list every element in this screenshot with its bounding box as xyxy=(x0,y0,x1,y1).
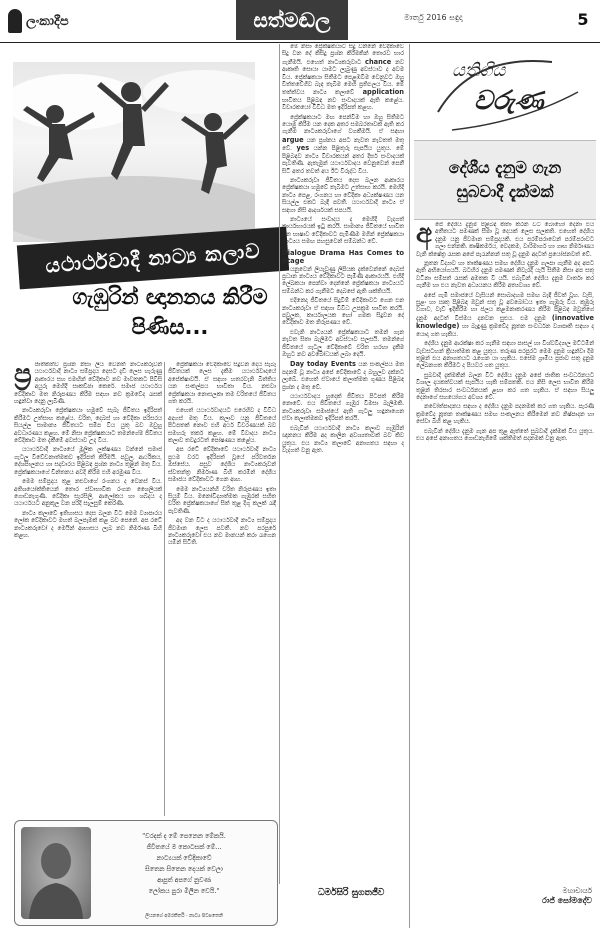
quote-attribution: ලියනගේ අමරකීර්ති - නාට්‍ය පිටපතෙනි xyxy=(145,914,223,919)
quote-line: "වරදක් ද මේ පෙනෙන මේකයි. xyxy=(142,832,226,840)
text-run: භාවිතය xyxy=(282,97,302,104)
text-run: ප්‍රේක්ෂකයාට මඟ පෙන්වීම හා ඔහු සිතීමට යොමු කිරීම යන දෙක අතර සමබරතාවක් ඇති කර ගැනීම නාට්‍යකරුවාගේ වගකීමයි. ඒ සඳහා xyxy=(282,114,404,136)
paragraph: යථාර්ථවාදී නාට්‍යයේ මූලික ලක්ෂණය වන්නේ සමාජ ගැටලු විවේචනාත්මකව ඉදිරිපත් කිරීමයි. පවුල, ආර්ථිකය, දේශපාලනය හා සදාචාරය පිළිබඳ ප්‍රශ්න නාට්‍ය තුළින් මතු විය. ප්‍රේක්ෂකයාගේ චින්තනය අවදි කිරීම එහි අරමුණ විය. xyxy=(14,447,162,476)
english-term: (innovative knowledge) xyxy=(416,313,594,331)
pull-quote-box xyxy=(14,820,278,926)
english-term: argue xyxy=(282,135,304,144)
paragraph: ජාතිකත්ව ප්‍රශ්න නිසා ලිය වෙනත් නාට්‍යකරුවන් යථාර්ථවාදී නාට්‍ය සම්ප්‍රදාය දෙසට දැඩි ලෙස හැරුණු ආකාරය සහ එමඟින් වේදිකාව නව මාවතකට පිවිසි අයුරු මෙහිදී සාකච්ඡා කෙරේ. සමාජ යථාර්ථය වේදිකාව මත නිරූපණය කිරීම සඳහා නව ක්‍රමවේද රැසක් හඳුන්වා දෙනු ලැබිණි. xyxy=(14,362,162,406)
paragraph: ප්‍රේක්ෂකයා වේදිකාවේ සිදුවන දෙය සැබෑ ජීවිතයක් ලෙස දැකීම යථාර්ථවාදයේ අපේක්ෂාවයි. ඒ සඳහා හතරවැනි බිත්තිය යන සංකල්පය භාවිතා විය. නළුවා ප්‍රේක්ෂකයා නොසලකා තම චරිතයේ ජීවිතය ගත කරයි. xyxy=(168,362,276,406)
portrait-photo xyxy=(21,827,91,919)
paragraph: එබැවින් යථාර්ථවාදී නාට්‍ය කලාව ගැඹුරින් ඥානනය කිරීම අද කාලීන අවශ්‍යතාවක් බව කිව යුතුය. එය නාට්‍ය කලාවේ අනාගතය සඳහා ද වැදගත් වනු ඇත. xyxy=(282,425,404,454)
paragraph: මෙම නාට්‍යයන්හි චරිත නිරූපණය ඉතා සියුම් විය. මනෝවිද්‍යාත්මක ගැඹුරක් සහිත චරිත ප්‍රේක්ෂකයාගේ සිත් තුළ දිගු කලක් රැඳී පැවතිණි. xyxy=(168,486,276,515)
paragraph: එදිනෙදා ජීවිතයේ සිදුවීම් වේදිකාවට ගෙන එන නාට්‍යකරුවා ඒ සඳහා විවිධ උපක්‍රම භාවිත කරයි. පවුලක, කාර්යාලයක හෝ ගමක සිදුවන දේ වේදිකාව මත නිරූපණය වේ. xyxy=(282,298,404,327)
publication-logo xyxy=(8,8,69,34)
column-divider xyxy=(279,44,280,884)
quote-text xyxy=(99,831,269,897)
logo-word-2: වරුණ xyxy=(474,86,544,116)
paragraph: නාට්‍ය කලාවේ ඉතිහාසය දෙස බලන විට මෙම ව්‍යාපාරය ලෝක වේදිකාවට මහත් බලපෑමක් කළ බව පෙනේ. අප රටේ නාට්‍යකරුවෝ ද මෙයින් ආභාසය ලැබ නව නිර්මාණ බිහි කළහ. xyxy=(14,510,162,539)
dateline: මාර්තු 2016 සඳුදා xyxy=(404,13,463,22)
paragraph: නාට්‍යකරුවා ජීවිතය දෙස බලන ආකාරය ප්‍රේක්ෂකයා හමුවේ තැබීමට උත්සාහ කරයි. මෙහිදී නාට්‍ය පෙළ, රංගනය හා වේදිකා අධ්‍යක්ෂණය යන සියල්ල එකට බැඳී පවතී. යථාර්ථවාදී නාට්‍ය ඒ සඳහා නිසි ආදර්ශයක් සපයයි. xyxy=(282,177,404,214)
column-logo xyxy=(432,52,582,134)
page-header xyxy=(0,0,600,43)
article-column-3 xyxy=(282,44,404,864)
paragraph: එහෙත් යථාර්ථවාදයට එරෙහිව ද විවිධ අදහස් මතු විය. කලාව යනු ජීවිතයේ පිටපතක් නොව එහි අර්ථ විවරණයක් බව සමහරු තර්ක කළහ. මේ විවාදය නාට්‍ය කලාව තවදුරටත් පෝෂණය කළේය. xyxy=(168,408,276,445)
paragraph: එබැවින් දේශීය දැනුම ගැන අප තුළ ඇත්තේ සුබවාදී දැක්මක් විය යුතුය. එය අපේ අනාගතය ගොඩනැගීමේ ශක්තිමත් පදනමක් වනු ඇත. xyxy=(416,428,594,442)
article-subtitle xyxy=(20,282,320,342)
paragraph: සුබවාදී දැක්මකින් බලන විට දේශීය දැනුම අපේ ජාතික සංවර්ධනයට විශාල දායකත්වයක් සැපයිය හැකි සම්පතකි. එය නිසි ලෙස භාවිත කිරීම තුළින් තිරසාර සංවර්ධනයක් ළඟා කර ගත හැකිය. ඒ සඳහා සියලු දෙනාගේ සහයෝගය අවශ්‍ය වේ. xyxy=(416,372,594,401)
page-number: 5 xyxy=(577,9,589,29)
text-run: පිළිබඳ නව සංවාදයක් ඇති කළේය. විචාරකයෝ විවිධ මත ඉදිරිපත් කළහ. xyxy=(282,97,404,112)
right-article-headline xyxy=(414,140,596,220)
publication-name: ලංකාදීප xyxy=(26,13,69,29)
author-name: රාජ් සෝමදේව xyxy=(541,896,592,905)
text-run: නව ආකෘති සොයා යාමට xyxy=(282,59,404,74)
headline-line-1: දේශීය දැනුම ගැන xyxy=(448,158,562,177)
portrait-silhouette-icon xyxy=(21,827,91,919)
jumping-figures-illustration xyxy=(13,62,255,242)
article-column-1 xyxy=(14,362,162,816)
feature-photo xyxy=(13,62,255,242)
author-role: මහාචාර්ය xyxy=(562,887,592,895)
paragraph: නූතන විද්‍යාව හා තාක්ෂණය සමඟ දේශීය දැනුම ගලපා ගැනීම අද අපට ඇති අභියෝගයයි. බටහිර දැනුම පමණක් නිවැරදි යැයි සිතීම නිසා අප සතු වටිනා සම්පත් රැසක් අමතක වී යයි. එබැවින් දේශීය දැනුම වාර්තා කර ගැනීම හා එය නැවත අධ්‍යයනය කිරීම අත්‍යවශ්‍ය වේ. xyxy=(416,261,594,290)
headline-line-2: සුබවාදී දැක්මක් xyxy=(456,182,554,201)
section-title: සත්මඬල xyxy=(236,0,348,40)
paragraph: යථාර්ථවාදය හුදෙක් ජීවිතය පිටපත් කිරීම නොවේ. එය ජීවිතයේ ගැඹුර විමසා බැලීමකි. නාට්‍යකරුවා සමාජයේ ඇති ගැටලු හඳුනාගෙන ඒවා කලාත්මකව ඉදිරිපත් කරයි. xyxy=(282,394,404,423)
english-term: chance xyxy=(365,57,392,66)
inline-english-heading: Dialogue Drama Has Comes to Stage xyxy=(282,248,404,265)
drop-cap: අ xyxy=(416,222,433,249)
quote-line: සිතෙන සිතෙන දෙයක් වෙලා xyxy=(145,865,223,873)
text-run: ලැබුණු අවස්ථාව ද අවම විය. ප්‍රේක්ෂකයා සිතීමට පෙළඹවීම වෙනුවට ඔහු චිත්තවේගීව බැඳ තැබීම මෙහි ප්‍රතිඵලය විය. මේ තත්ත්වය නාට්‍ය කලාවේ xyxy=(282,67,404,97)
right-author-byline xyxy=(508,886,592,906)
paragraph: නාට්‍යකරුවා ප්‍රේක්ෂකයා හමුවේ සැබෑ ජීවිතය ඉදිරිපත් කිරීමට උත්සාහ කළේය. චරිත, දෙබස් හා වේදිකා පරිසරය සියල්ල සාමාන්‍ය ජීවිතයට සමීප විය යුතු බව ඔවුහු අවධාරණය කළහ. මේ නිසා ප්‍රේක්ෂකයාට තමන්ගේම ජීවිතය වේදිකාව මත දැකීමේ අවස්ථාව උදා විය. xyxy=(14,408,162,445)
article-column-2 xyxy=(168,362,276,816)
text-run: යන්න පිළිතුරු සැපයිය යුතුය. මේ පිළිබඳව නාට්‍ය විචාරකයන් අතර දීර්ඝ සංවාදයක් පැවතිණි. ඇතැමුන් යථාර්ථවාදය වෙනුවෙන් පෙනී සිටි අතර තවත් අය ඊට විරුද්ධ විය. xyxy=(282,146,404,175)
english-term: application xyxy=(362,88,404,97)
paragraph: මෙම සම්ප්‍රදාය තුළ නළුවාගේ රංගනය ද වෙනස් විය. අතිශයෝක්තියෙන් තොර ස්වාභාවික රංගන ශෛලියක් ගොඩනැගුණි. වේදිකා සැරසිලි, ආලෝකය හා ශබ්දය ද යථාර්ථයට අනුකූල වන පරිදි සැලසුම් කෙරිණි. xyxy=(14,479,162,508)
subtitle-line-1: ගැඹුරින් ඥානනය කිරීම xyxy=(72,285,268,309)
text-run: හා බැඳුණු ක්‍රමවේද නූතන සංවර්ධන ව්‍යාපෘති සඳහා ද යොදා ගත හැකිය. xyxy=(416,324,594,338)
author-byline: ධර්මසිරි සුගතජීව xyxy=(318,888,385,898)
paragraph: නාට්‍යයේ සංවාදය ද මෙහිදී වැදගත් කාර්යභාරයක් ඉටු කරයි. සාමාන්‍ය ජීවිතයේ භාවිත වන භාෂාව වේදිකාවට පැමිණීම මගින් ප්‍රේක්ෂකයා නාට්‍යය සමඟ පහසුවෙන් සම්බන්ධ වේ. xyxy=(282,216,404,246)
paragraph: එවැනි නාට්‍යයන් ප්‍රේක්ෂකයාට තමන් ගැන නැවත සිතා බැලීමට අවස්ථාව සලසයි. තමන්ගේ ජීවිතයේ ගැටලු වේදිකාවේ චරිත හරහා දැකීම ඔහුට නව අවබෝධයක් ලබා දෙයි. xyxy=(282,329,404,359)
logo-word-1: යතිගිය xyxy=(452,60,506,81)
quote-line: ජීවිතයේ ම කොටසක් මේ... xyxy=(146,843,222,851)
paragraph: අප රටේ වේදිකාවේ යථාර්ථවාදී නාට්‍ය ප්‍රථම වරට ඉදිරිපත් වූයේ පරිවර්තන ඔස්සේය. පසුව දේශීය නාට්‍යකරුවන් ස්වතන්ත්‍ර නිර්මාණ බිහි කරමින් දේශීය සමාජය වේදිකාවට ගෙන ආහ. xyxy=(168,447,276,484)
article-title-banner: යථාර්ථවාදී නාට්‍ය කලාව xyxy=(17,227,289,290)
paragraph: නවෝත්පාදනය සඳහා ද දේශීය දැනුම පදනමක් කර ගත හැකිය. පැරණි ක්‍රමවේද නූතන තාක්ෂණය සමඟ සංකලනය කිරීමෙන් නව නිෂ්පාදන හා සේවා බිහි කළ හැකිය. xyxy=(416,404,594,426)
quote-line: ආපුත් අපගේ නුවණ xyxy=(157,876,211,884)
paragraph: දේශීය දැනුම ආරක්ෂා කර ගැනීම සඳහා පාසල් හා විශ්වවිද්‍යාල මට්ටමින් වැඩසටහන් ක්‍රියාත්මක කළ යුතුය. තරුණ පරපුරට මෙම දැනුම හඳුන්වා දීම තුළින් එය අනාගතයට රැගෙන යා හැකිය. එසේම ග්‍රාමීය ප්‍රජාව සතු දැනුම ලේඛනගත කිරීමට ද පියවර ගත යුතුය. xyxy=(416,341,594,370)
column-divider xyxy=(409,44,410,928)
text-run: අපේ ගැමි සමාජයේ වැසියන් සොබාදහම සමඟ බැඳී ජීවත් වූහ. වැසි, සුළං හා ඍතු පිළිබඳ ඔවුන් සතු වූ අවබෝධය ඉතා ගැඹුරු විය. කුඹුරු වගාව, වැව් ඉදිකිරීම හා ජලය කළමනාකරණය කිරීම පිළිබඳ ඔවුන්ගේ දැනුම අදටත් විස්මය දනවන සුළුය. එම දැනුම xyxy=(416,292,594,322)
quote-line: ලෝකය පුරා මිලින වෙයි." xyxy=(148,887,220,895)
english-term: Day today Events xyxy=(290,360,356,369)
quote-line: නාට්‍යයක් වේදිකාවේ xyxy=(156,854,212,862)
english-term: yes xyxy=(296,144,310,153)
paragraph: පේ දේශීය දැනුම පිළිබඳ කතා කරන විට බොහෝ දෙනා එය අතීතයට පමණක් සීමා වූ දෙයක් ලෙස සලකති. එහෙත් දේශීය දැනුම යනු ජීවමාන සම්ප්‍රදායකි. එය පරම්පරාවෙන් පරම්පරාවට ගලා එන්නකි. කෘෂිකර්මය, වෙදකම, වාරිමාර්ග හා ගෘහ නිර්මාණය වැනි ක්ෂේත්‍ර රැසක අපේ පැරැන්නන් සතු වූ දැනුම අදටත් ප්‍රයෝජනවත් වේ. xyxy=(416,222,594,258)
drop-cap: ප්‍ර xyxy=(14,362,32,389)
paragraph: අද වන විට ද යථාර්ථවාදී නාට්‍ය සම්ප්‍රදාය ජීවමාන ලෙස පවතී. නව පරපුරේ නාට්‍යකරුවෝ එය නව මානයන් කරා රැගෙන යමින් සිටිති. xyxy=(168,518,276,547)
text-run: මේ නිසා ප්‍රේක්ෂකයාට සිදු වන්නේ වේදිකාවේ සිදු වන දේ කිසිදු ප්‍රශ්න කිරීමකින් තොරව භාර ගැනීමයි. එහෙත් නාට්‍යකරුවාට xyxy=(282,44,404,66)
text-run: යන සංකල්පය මත පදනම් වූ නාට්‍ය අපේ වේදිකාවේ ද බහුලව දක්නට ලැබේ. එහෙත් ඒවායේ කලාත්මක ගුණය පිළිබඳ ප්‍රශ්න ද මතු වේ. xyxy=(282,362,404,391)
column-divider xyxy=(164,362,165,816)
text-run: යන ප්‍රශ්නය අපට නැවත නැවතත් මතු වේ. xyxy=(282,137,404,153)
subtitle-line-2: පිණිස... xyxy=(131,315,209,339)
paragraph: යනුවෙන් ලියැවුණු ලිපියක දැක්වෙන්නේ දෙබස් ප්‍රධාන නාට්‍යය වේදිකාවට පැමිණි ආකාරයයි. එහිදී ලේඛකයා පෙන්වා දෙන්නේ ප්‍රේක්ෂකයා නාට්‍යයට සම්බන්ධ කර ගැනීමට දෙබසේ ඇති ශක්තියයි. xyxy=(282,266,404,295)
logo-mark-icon xyxy=(8,9,22,33)
right-article-body xyxy=(416,222,594,882)
